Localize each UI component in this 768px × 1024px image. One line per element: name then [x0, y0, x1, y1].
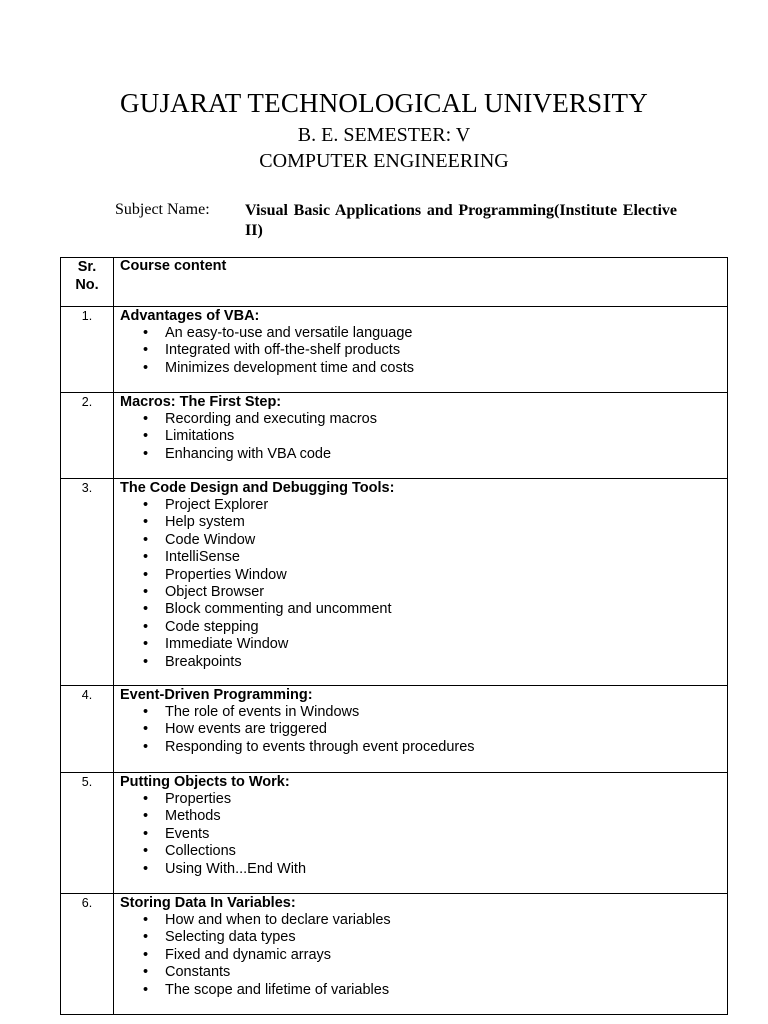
list-item: • Code Window — [120, 532, 721, 549]
row-serial-number: 6. — [61, 894, 114, 1015]
list-item: • Project Explorer — [120, 497, 721, 514]
topic-item-list — [120, 325, 721, 377]
topic-heading: Event-Driven Programming: — [120, 687, 313, 703]
topic-heading: Putting Objects to Work: — [120, 774, 290, 790]
table-row — [61, 479, 728, 686]
table-row — [61, 686, 728, 773]
list-item: • Recording and executing macros — [120, 411, 721, 428]
list-item: • Events — [120, 826, 721, 843]
list-item: • Enhancing with VBA code — [120, 446, 721, 463]
list-item: • Block commenting and uncomment — [120, 601, 721, 618]
row-course-content — [114, 307, 728, 393]
row-course-content — [114, 393, 728, 479]
list-item: • Constants — [120, 964, 721, 981]
row-serial-number: 4. — [61, 686, 114, 773]
list-item: • How and when to declare variables — [120, 912, 721, 929]
row-serial-number: 2. — [61, 393, 114, 479]
list-item: • Collections — [120, 843, 721, 860]
table-row — [61, 894, 728, 1015]
list-item: • How events are triggered — [120, 721, 721, 738]
subject-label: Subject Name: — [115, 201, 210, 218]
topic-item-list — [120, 497, 721, 671]
list-item: • The role of events in Windows — [120, 704, 721, 721]
list-item: • Responding to events through event procedures — [120, 739, 721, 756]
sr-header-line1: Sr. — [77, 259, 97, 275]
list-item: • IntelliSense — [120, 549, 721, 566]
list-item: • Integrated with off-the-shelf products — [120, 342, 721, 359]
row-serial-number: 5. — [61, 773, 114, 894]
topic-heading: The Code Design and Debugging Tools: — [120, 480, 395, 496]
list-item: • Using With...End With — [120, 861, 721, 878]
table-row — [61, 773, 728, 894]
column-header-course-content: Course content — [114, 258, 728, 307]
semester-title: B. E. SEMESTER: V — [297, 124, 471, 146]
branch-title: COMPUTER ENGINEERING — [259, 150, 509, 172]
column-header-sr-no — [61, 258, 114, 307]
row-serial-number: 1. — [61, 307, 114, 393]
table-row — [61, 307, 728, 393]
university-title: GUJARAT TECHNOLOGICAL UNIVERSITY — [120, 88, 648, 118]
list-item: • The scope and lifetime of variables — [120, 982, 721, 999]
table-header-row — [61, 258, 728, 307]
topic-item-list — [120, 411, 721, 463]
list-item: • Immediate Window — [120, 636, 721, 653]
list-item: • Minimizes development time and costs — [120, 360, 721, 377]
sr-header-line2: No. — [75, 277, 99, 293]
topic-item-list — [120, 912, 721, 999]
list-item: • Methods — [120, 808, 721, 825]
row-course-content — [114, 773, 728, 894]
list-item: • Properties Window — [120, 567, 721, 584]
list-item: • Breakpoints — [120, 654, 721, 671]
list-item: • Limitations — [120, 428, 721, 445]
subject-name: Visual Basic Applications and Programming(Institute Elective II) — [245, 202, 677, 239]
row-course-content — [114, 479, 728, 686]
row-serial-number: 3. — [61, 479, 114, 686]
topic-heading: Macros: The First Step: — [120, 394, 282, 410]
list-item: • Object Browser — [120, 584, 721, 601]
list-item: • An easy-to-use and versatile language — [120, 325, 721, 342]
row-course-content — [114, 894, 728, 1015]
topic-heading: Advantages of VBA: — [120, 308, 260, 324]
course-content-table — [60, 257, 728, 1015]
topic-item-list — [120, 704, 721, 756]
row-course-content — [114, 686, 728, 773]
list-item: • Help system — [120, 514, 721, 531]
list-item: • Properties — [120, 791, 721, 808]
topic-heading: Storing Data In Variables: — [120, 895, 296, 911]
table-row — [61, 393, 728, 479]
list-item: • Fixed and dynamic arrays — [120, 947, 721, 964]
list-item: • Code stepping — [120, 619, 721, 636]
list-item: • Selecting data types — [120, 929, 721, 946]
topic-item-list — [120, 791, 721, 878]
